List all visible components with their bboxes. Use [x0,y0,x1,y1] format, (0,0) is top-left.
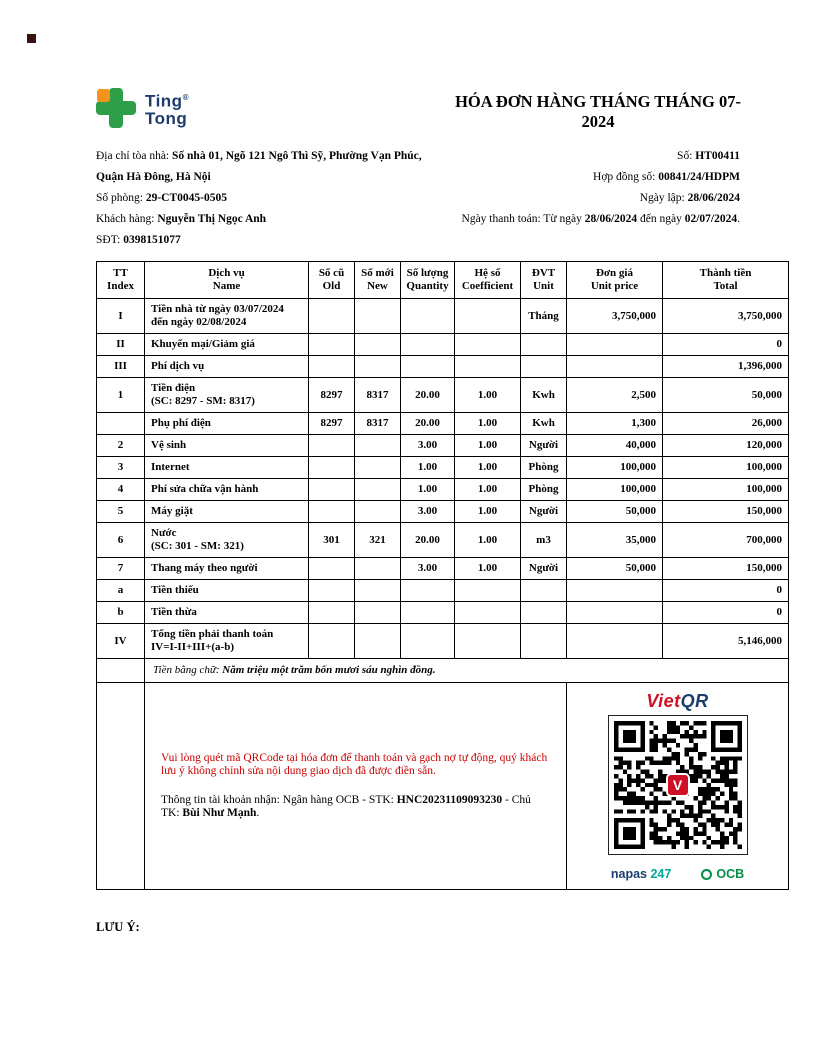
cell-service-name: Thang máy theo người [145,558,309,580]
cell-index: III [97,356,145,378]
cell-new-reading: 8317 [355,378,401,413]
cell-service-name: Phụ phí điện [145,413,309,435]
col-header-quantity: Số lượng Quantity [401,262,455,299]
invoice-title-line2: 2024 [581,112,615,131]
cell-old-reading [309,356,355,378]
cell-index: b [97,602,145,624]
col-header-index: TT Index [97,262,145,299]
table-row [97,356,789,378]
cell-unit-price: 2,500 [567,378,663,413]
cell-unit-price [567,624,663,659]
cell-total: 5,146,000 [663,624,789,659]
logo-text-top: Ting [145,91,183,111]
table-row [97,602,789,624]
ocb-circle-icon [701,869,712,880]
amount-words-index-cell [97,659,145,683]
cell-unit [521,356,567,378]
invoice-table-body [97,299,789,659]
table-row [97,413,789,435]
table-row [97,334,789,356]
cell-total: 0 [663,580,789,602]
col-header-total: Thành tiền Total [663,262,789,299]
issue-date: Ngày lập: 28/06/2024 [639,192,740,204]
cell-unit: Người [521,558,567,580]
table-row [97,523,789,558]
cell-new-reading [355,334,401,356]
qr-code-cell [567,683,789,890]
cell-total: 0 [663,602,789,624]
invoice-title [448,92,748,132]
cell-service-name: Khuyến mại/Giảm giá [145,334,309,356]
cell-quantity: 3.00 [401,501,455,523]
col-header-unit: ĐVT Unit [521,262,567,299]
col-header-unit-price: Đơn giá Unit price [567,262,663,299]
cell-old-reading [309,435,355,457]
cell-coefficient: 1.00 [455,457,521,479]
cell-coefficient [455,299,521,334]
cell-new-reading [355,580,401,602]
footer-note: LƯU Ý: [96,920,140,934]
cell-index: 3 [97,457,145,479]
cell-service-name: Tổng tiền phải thanh toán IV=I-II+III+(a-b) [145,624,309,659]
customer-name: Khách hàng: Nguyễn Thị Ngọc Anh [96,213,267,225]
cell-service-name: Tiền thừa [145,602,309,624]
cell-total: 120,000 [663,435,789,457]
cell-unit-price [567,334,663,356]
cell-total: 26,000 [663,413,789,435]
cell-index: 5 [97,501,145,523]
cell-unit-price: 50,000 [567,558,663,580]
cell-new-reading [355,624,401,659]
cell-service-name: Nước (SC: 301 - SM: 321) [145,523,309,558]
cell-old-reading [309,457,355,479]
cell-coefficient: 1.00 [455,378,521,413]
cell-unit [521,602,567,624]
cell-index [97,413,145,435]
cell-unit-price [567,602,663,624]
cell-coefficient [455,624,521,659]
cell-new-reading [355,558,401,580]
cell-old-reading [309,602,355,624]
cell-index: a [97,580,145,602]
cell-index: 2 [97,435,145,457]
cell-quantity [401,624,455,659]
tingtong-logo [96,88,189,128]
cell-new-reading [355,602,401,624]
cell-index: I [97,299,145,334]
cell-coefficient: 1.00 [455,523,521,558]
table-row [97,299,789,334]
cell-unit-price: 100,000 [567,457,663,479]
cell-unit-price [567,580,663,602]
header [96,88,788,132]
cell-unit: Kwh [521,378,567,413]
registered-mark: ® [182,93,189,103]
cell-old-reading [309,558,355,580]
cell-service-name: Internet [145,457,309,479]
cell-coefficient: 1.00 [455,501,521,523]
cell-old-reading [309,580,355,602]
cell-unit-price: 1,300 [567,413,663,435]
amount-in-words: Tiền bằng chữ: Năm triệu một trăm bốn mươi sáu nghìn đồng. [145,659,789,683]
cell-unit: Phòng [521,457,567,479]
qr-warning-note: Vui lòng quét mã QRCode tại hóa đơn để thanh toán và gạch nợ tự động, quý khách lưu ý không chỉnh sửa nội dung giao dịch đã được điền sẵn. [161,752,548,777]
cell-old-reading: 301 [309,523,355,558]
invoice-number: Số: HT00411 [677,150,740,162]
cell-unit: Người [521,501,567,523]
cell-index: 6 [97,523,145,558]
cell-unit [521,580,567,602]
cell-unit-price [567,356,663,378]
cell-quantity [401,602,455,624]
cell-service-name: Vệ sinh [145,435,309,457]
payment-network-logos [571,868,784,881]
table-row [97,558,789,580]
cell-old-reading: 8297 [309,378,355,413]
qr-payment-note-cell [145,683,567,890]
cell-coefficient [455,602,521,624]
cell-quantity: 20.00 [401,378,455,413]
col-header-service: Dịch vụ Name [145,262,309,299]
cell-quantity [401,334,455,356]
building-address: Địa chỉ tòa nhà: Số nhà 01, Ngõ 121 Ngô Thì Sỹ, Phường Vạn Phúc, Quận Hà Đông, Hà Nội [96,150,422,183]
cell-unit: Tháng [521,299,567,334]
table-row [97,580,789,602]
payment-qr-code [608,715,748,855]
ocb-logo: OCB [701,868,744,881]
cell-new-reading [355,501,401,523]
qr-row-index-cell [97,683,145,890]
col-header-new: Số mới New [355,262,401,299]
table-row [97,501,789,523]
payment-date-range: Ngày thanh toán: Từ ngày 28/06/2024 đến ngày 02/07/2024. [461,213,740,225]
table-header-row [97,262,789,299]
cell-total: 700,000 [663,523,789,558]
col-header-old: Số cũ Old [309,262,355,299]
cell-new-reading: 8317 [355,413,401,435]
cell-total: 100,000 [663,457,789,479]
cell-quantity [401,299,455,334]
cell-index: 7 [97,558,145,580]
cell-quantity [401,356,455,378]
cell-service-name: Tiền điện (SC: 8297 - SM: 8317) [145,378,309,413]
cell-old-reading [309,501,355,523]
cell-unit: m3 [521,523,567,558]
tingtong-plus-icon [96,88,136,128]
cell-quantity: 1.00 [401,479,455,501]
amount-in-words-row [97,659,789,683]
cell-index: IV [97,624,145,659]
bank-account-info: Thông tin tài khoản nhận: Ngân hàng OCB - STK: HNC20231109093230 - Chủ TK: Bùi Như Mạnh. [161,794,531,819]
contract-number: Hợp đồng số: 00841/24/HDPM [593,171,740,183]
cell-service-name: Máy giặt [145,501,309,523]
col-header-coefficient: Hệ số Coefficient [455,262,521,299]
cell-old-reading [309,299,355,334]
cell-quantity: 1.00 [401,457,455,479]
cell-total: 150,000 [663,558,789,580]
logo-text-bottom: Tong [145,108,188,128]
cell-unit-price: 100,000 [567,479,663,501]
cell-coefficient [455,580,521,602]
cell-new-reading [355,299,401,334]
cell-total: 50,000 [663,378,789,413]
cell-unit: Người [521,435,567,457]
cell-old-reading: 8297 [309,413,355,435]
tingtong-logo-text [145,89,189,127]
cell-coefficient: 1.00 [455,558,521,580]
cell-unit: Kwh [521,413,567,435]
cell-index: 4 [97,479,145,501]
cell-unit-price: 3,750,000 [567,299,663,334]
cell-total: 3,750,000 [663,299,789,334]
cell-old-reading [309,479,355,501]
invoice-table [96,261,789,890]
cell-new-reading [355,457,401,479]
cell-unit [521,624,567,659]
cell-total: 0 [663,334,789,356]
table-row [97,457,789,479]
table-row [97,624,789,659]
cell-new-reading: 321 [355,523,401,558]
cell-service-name: Tiền nhà từ ngày 03/07/2024 đến ngày 02/08/2024 [145,299,309,334]
table-row [97,479,789,501]
cell-unit-price: 50,000 [567,501,663,523]
cell-coefficient: 1.00 [455,413,521,435]
qr-payment-row [97,683,789,890]
cell-total: 1,396,000 [663,356,789,378]
cell-total: 150,000 [663,501,789,523]
page-corner-mark [27,34,36,43]
cell-new-reading [355,479,401,501]
cell-quantity: 20.00 [401,413,455,435]
vietqr-logo: VietQR [646,691,709,711]
invoice-info [96,146,788,251]
cell-unit-price: 40,000 [567,435,663,457]
cell-quantity: 3.00 [401,558,455,580]
vietqr-v-icon: V [666,773,690,797]
invoice-title-line1: HÓA ĐƠN HÀNG THÁNG THÁNG 07- [455,92,741,111]
cell-service-name: Tiền thiếu [145,580,309,602]
cell-quantity: 20.00 [401,523,455,558]
table-row [97,435,789,457]
cell-index: II [97,334,145,356]
cell-service-name: Phí dịch vụ [145,356,309,378]
cell-unit-price: 35,000 [567,523,663,558]
cell-coefficient [455,334,521,356]
cell-total: 100,000 [663,479,789,501]
cell-quantity: 3.00 [401,435,455,457]
cell-unit: Phòng [521,479,567,501]
cell-unit [521,334,567,356]
cell-old-reading [309,334,355,356]
cell-service-name: Phí sửa chữa vận hành [145,479,309,501]
cell-old-reading [309,624,355,659]
cell-new-reading [355,356,401,378]
cell-quantity [401,580,455,602]
cell-new-reading [355,435,401,457]
table-row [97,378,789,413]
napas-logo: napas 247 [610,867,672,881]
cell-coefficient [455,356,521,378]
customer-phone: SĐT: 0398151077 [96,234,181,246]
room-number: Số phòng: 29-CT0045-0505 [96,192,227,204]
cell-index: 1 [97,378,145,413]
cell-coefficient: 1.00 [455,479,521,501]
cell-coefficient: 1.00 [455,435,521,457]
